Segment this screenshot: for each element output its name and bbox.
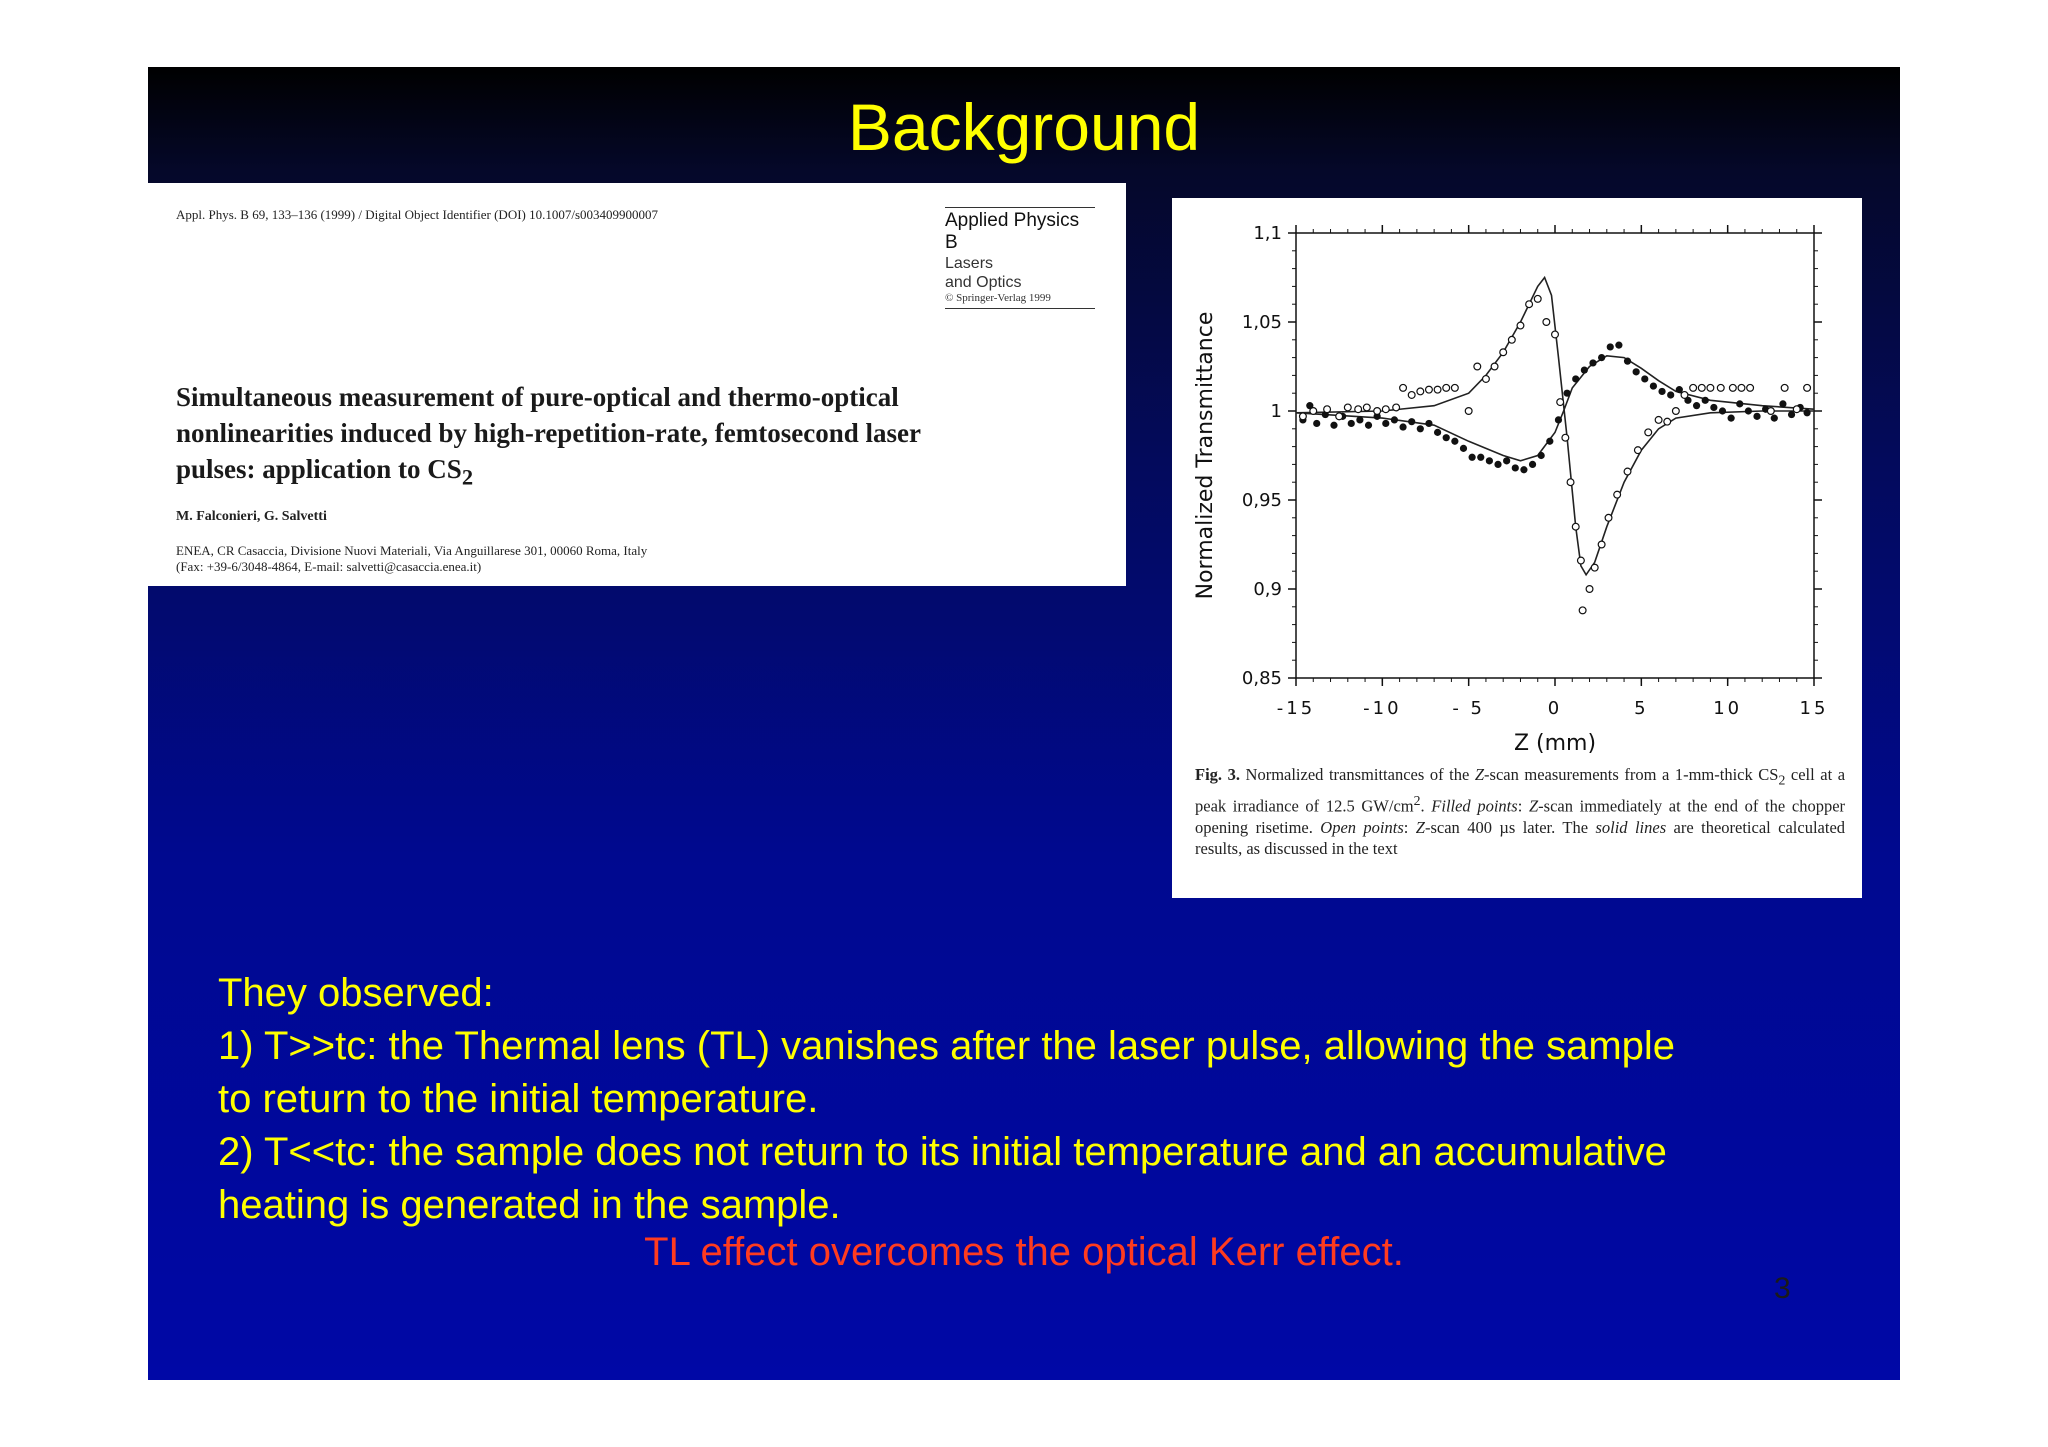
open-point bbox=[1543, 319, 1550, 326]
caption-text: Normalized transmittances of the bbox=[1245, 765, 1470, 784]
zscan-chart bbox=[1172, 198, 1862, 758]
y-tick-label: 0,85 bbox=[1241, 668, 1282, 689]
open-point bbox=[1672, 408, 1679, 415]
filled-point bbox=[1598, 354, 1605, 361]
fit-line bbox=[1296, 356, 1814, 461]
filled-point bbox=[1607, 343, 1614, 350]
caption-text: : bbox=[1517, 796, 1523, 816]
x-tick-label: 5 bbox=[1634, 698, 1649, 719]
paper-citation: Appl. Phys. B 69, 133–136 (1999) / Digital Object Identifier (DOI) 10.1007/s003409900007 bbox=[176, 207, 659, 222]
paper-title bbox=[176, 379, 1076, 495]
filled-point bbox=[1494, 461, 1501, 468]
filled-point bbox=[1771, 415, 1778, 422]
open-point bbox=[1300, 413, 1307, 420]
open-point bbox=[1451, 384, 1458, 391]
filled-point bbox=[1477, 454, 1484, 461]
filled-point bbox=[1348, 420, 1355, 427]
filled-point bbox=[1555, 416, 1562, 423]
open-point bbox=[1655, 417, 1662, 424]
paper-title-line-2: nonlinearities induced by high-repetition-rate, femtosecond laser bbox=[176, 418, 921, 448]
open-point bbox=[1578, 557, 1585, 564]
filled-point bbox=[1624, 358, 1631, 365]
open-point bbox=[1562, 434, 1569, 441]
paper-title-line-3-text: pulses: application to CS bbox=[176, 454, 462, 484]
figure-caption bbox=[1195, 764, 1845, 859]
open-point bbox=[1374, 408, 1381, 415]
y-tick-label: 0,9 bbox=[1253, 579, 1282, 600]
open-point bbox=[1336, 413, 1343, 420]
open-point bbox=[1586, 586, 1593, 593]
open-point bbox=[1324, 406, 1331, 413]
filled-point bbox=[1365, 422, 1372, 429]
paper-title-line-3 bbox=[176, 451, 1076, 495]
open-point bbox=[1591, 564, 1598, 571]
caption-text: Open points bbox=[1320, 817, 1404, 837]
caption-text: . bbox=[1420, 796, 1425, 816]
zscan-figure bbox=[1172, 198, 1862, 898]
journal-copyright: © Springer-Verlag 1999 bbox=[945, 292, 1051, 304]
y-axis-label: Normalized Transmittance bbox=[1193, 311, 1218, 600]
filled-point bbox=[1728, 415, 1735, 422]
open-point bbox=[1400, 384, 1407, 391]
paper-title-line-1: Simultaneous measurement of pure-optical and thermo-optical bbox=[176, 382, 899, 412]
open-point bbox=[1572, 523, 1579, 530]
filled-point bbox=[1529, 461, 1536, 468]
open-point bbox=[1598, 541, 1605, 548]
filled-point bbox=[1710, 404, 1717, 411]
filled-point bbox=[1399, 423, 1406, 430]
open-point bbox=[1690, 384, 1697, 391]
caption-text: -scan 400 µs later. The bbox=[1424, 817, 1589, 837]
open-point bbox=[1664, 418, 1671, 425]
paper-title-subscript: 2 bbox=[461, 464, 474, 490]
open-point bbox=[1681, 392, 1688, 399]
open-point bbox=[1465, 408, 1472, 415]
filled-point bbox=[1581, 366, 1588, 373]
filled-point bbox=[1563, 390, 1570, 397]
filled-point bbox=[1667, 391, 1674, 398]
open-point bbox=[1500, 349, 1507, 356]
open-point bbox=[1417, 388, 1424, 395]
open-point bbox=[1729, 384, 1736, 391]
journal-name: Applied Physics B bbox=[945, 210, 1080, 253]
filled-point bbox=[1719, 407, 1726, 414]
affiliation-line-1: ENEA, CR Casaccia, Divisione Nuovi Materiali, Via Anguillarese 301, 00060 Roma, Italy bbox=[176, 543, 648, 558]
observations bbox=[218, 967, 1858, 1232]
x-axis-label: Z (mm) bbox=[1513, 731, 1597, 756]
caption-text: solid lines bbox=[1595, 817, 1667, 837]
filled-point bbox=[1391, 416, 1398, 423]
y-tick-label: 0,95 bbox=[1241, 490, 1282, 511]
open-point bbox=[1408, 392, 1415, 399]
open-point bbox=[1781, 384, 1788, 391]
fit-line bbox=[1296, 278, 1814, 575]
journal-subtitle-2: and Optics bbox=[945, 274, 1022, 291]
filled-point bbox=[1451, 438, 1458, 445]
open-point bbox=[1605, 514, 1612, 521]
filled-point bbox=[1615, 342, 1622, 349]
observation-line: 2) T<<tc: the sample does not return to its initial temperature and an accumulative bbox=[218, 1130, 1667, 1174]
open-point bbox=[1767, 408, 1774, 415]
open-point bbox=[1738, 384, 1745, 391]
open-point bbox=[1579, 607, 1586, 614]
x-tick-label: -15 bbox=[1276, 698, 1316, 719]
observation-line: heating is generated in the sample. bbox=[218, 1183, 841, 1227]
filled-point bbox=[1443, 434, 1450, 441]
x-tick-label: 10 bbox=[1713, 698, 1743, 719]
filled-point bbox=[1693, 402, 1700, 409]
filled-point bbox=[1356, 416, 1363, 423]
filled-point bbox=[1512, 464, 1519, 471]
journal-subtitle-1: Lasers bbox=[945, 255, 994, 272]
filled-point bbox=[1702, 397, 1709, 404]
x-tick-label: 0 bbox=[1547, 698, 1563, 719]
y-tick-label: 1,05 bbox=[1241, 312, 1282, 333]
caption-text: 2 bbox=[1778, 772, 1786, 788]
x-tick-label: - 5 bbox=[1452, 698, 1486, 719]
x-tick-label: -10 bbox=[1363, 698, 1402, 719]
filled-point bbox=[1803, 409, 1810, 416]
open-point bbox=[1567, 479, 1574, 486]
slide-number: 3 bbox=[1774, 1272, 1791, 1305]
paper-affiliation bbox=[176, 543, 1076, 575]
open-point bbox=[1624, 468, 1631, 475]
filled-point bbox=[1520, 466, 1527, 473]
slide-title: Background bbox=[847, 90, 1201, 164]
filled-point bbox=[1503, 457, 1510, 464]
open-point bbox=[1363, 404, 1370, 411]
open-point bbox=[1747, 384, 1754, 391]
open-point bbox=[1443, 384, 1450, 391]
paper-header-clip bbox=[148, 183, 1126, 586]
caption-text: 2 bbox=[1413, 793, 1421, 809]
open-point bbox=[1426, 386, 1433, 393]
caption-text: Z bbox=[1474, 765, 1485, 784]
caption-text: Z bbox=[1415, 817, 1425, 837]
affiliation-line-2: (Fax: +39-6/3048-4864, E-mail: salvetti@casaccia.enea.it) bbox=[176, 559, 482, 574]
filled-point bbox=[1408, 418, 1415, 425]
open-point bbox=[1474, 363, 1481, 370]
open-point bbox=[1634, 447, 1641, 454]
open-point bbox=[1310, 408, 1317, 415]
filled-point bbox=[1779, 400, 1786, 407]
filled-point bbox=[1538, 452, 1545, 459]
y-tick-label: 1,1 bbox=[1253, 223, 1282, 244]
caption-text: -scan measurements from a 1-mm-thick CS bbox=[1484, 765, 1779, 784]
filled-point bbox=[1434, 429, 1441, 436]
filled-point bbox=[1382, 420, 1389, 427]
filled-point bbox=[1745, 407, 1752, 414]
caption-text: Filled points bbox=[1431, 796, 1518, 816]
observation-line: to return to the initial temperature. bbox=[218, 1077, 819, 1121]
open-point bbox=[1393, 404, 1400, 411]
filled-point bbox=[1641, 375, 1648, 382]
filled-point bbox=[1633, 368, 1640, 375]
caption-text: -scan immediately at the end of the chopper opening risetime. bbox=[1195, 796, 1846, 837]
filled-point bbox=[1753, 413, 1760, 420]
open-point bbox=[1645, 429, 1652, 436]
slide bbox=[148, 67, 1900, 1380]
filled-point bbox=[1658, 388, 1665, 395]
filled-point bbox=[1572, 375, 1579, 382]
open-point bbox=[1491, 363, 1498, 370]
x-tick-label: 15 bbox=[1799, 698, 1829, 719]
filled-point bbox=[1736, 400, 1743, 407]
open-point bbox=[1552, 331, 1559, 338]
open-point bbox=[1344, 404, 1351, 411]
filled-point bbox=[1486, 457, 1493, 464]
open-point bbox=[1717, 384, 1724, 391]
open-point bbox=[1793, 406, 1800, 413]
journal-block bbox=[945, 207, 1095, 309]
filled-point bbox=[1650, 382, 1657, 389]
caption-text: cell at a peak irradiance of 12.5 GW/cm bbox=[1195, 765, 1846, 816]
filled-point bbox=[1589, 359, 1596, 366]
open-point bbox=[1483, 376, 1490, 383]
filled-point bbox=[1460, 445, 1467, 452]
observation-line: 1) T>>tc: the Thermal lens (TL) vanishes after the laser pulse, allowing the sample bbox=[218, 1024, 1676, 1068]
open-point bbox=[1382, 406, 1389, 413]
observation-line: They observed: bbox=[218, 971, 494, 1015]
open-point bbox=[1698, 384, 1705, 391]
filled-point bbox=[1425, 420, 1432, 427]
open-point bbox=[1614, 491, 1621, 498]
caption-text: : bbox=[1403, 817, 1409, 837]
open-point bbox=[1526, 301, 1533, 308]
open-point bbox=[1804, 384, 1811, 391]
open-point bbox=[1707, 384, 1714, 391]
filled-point bbox=[1417, 425, 1424, 432]
open-point bbox=[1517, 322, 1524, 329]
filled-point bbox=[1469, 454, 1476, 461]
open-point bbox=[1434, 386, 1441, 393]
caption-text: are theoretical calculated results, as discussed in the text bbox=[1195, 817, 1846, 858]
filled-point bbox=[1330, 422, 1337, 429]
filled-point bbox=[1313, 420, 1320, 427]
caption-text: Z bbox=[1528, 796, 1539, 816]
conclusion-text: TL effect overcomes the optical Kerr effect. bbox=[644, 1230, 1404, 1274]
plot-frame bbox=[1296, 233, 1814, 678]
open-point bbox=[1557, 399, 1564, 406]
open-point bbox=[1534, 295, 1541, 302]
open-point bbox=[1355, 406, 1362, 413]
filled-point bbox=[1546, 438, 1553, 445]
caption-label: Fig. 3. bbox=[1195, 765, 1240, 784]
open-point bbox=[1508, 336, 1515, 343]
paper-authors: M. Falconieri, G. Salvetti bbox=[176, 509, 327, 524]
y-tick-label: 1 bbox=[1270, 401, 1282, 422]
